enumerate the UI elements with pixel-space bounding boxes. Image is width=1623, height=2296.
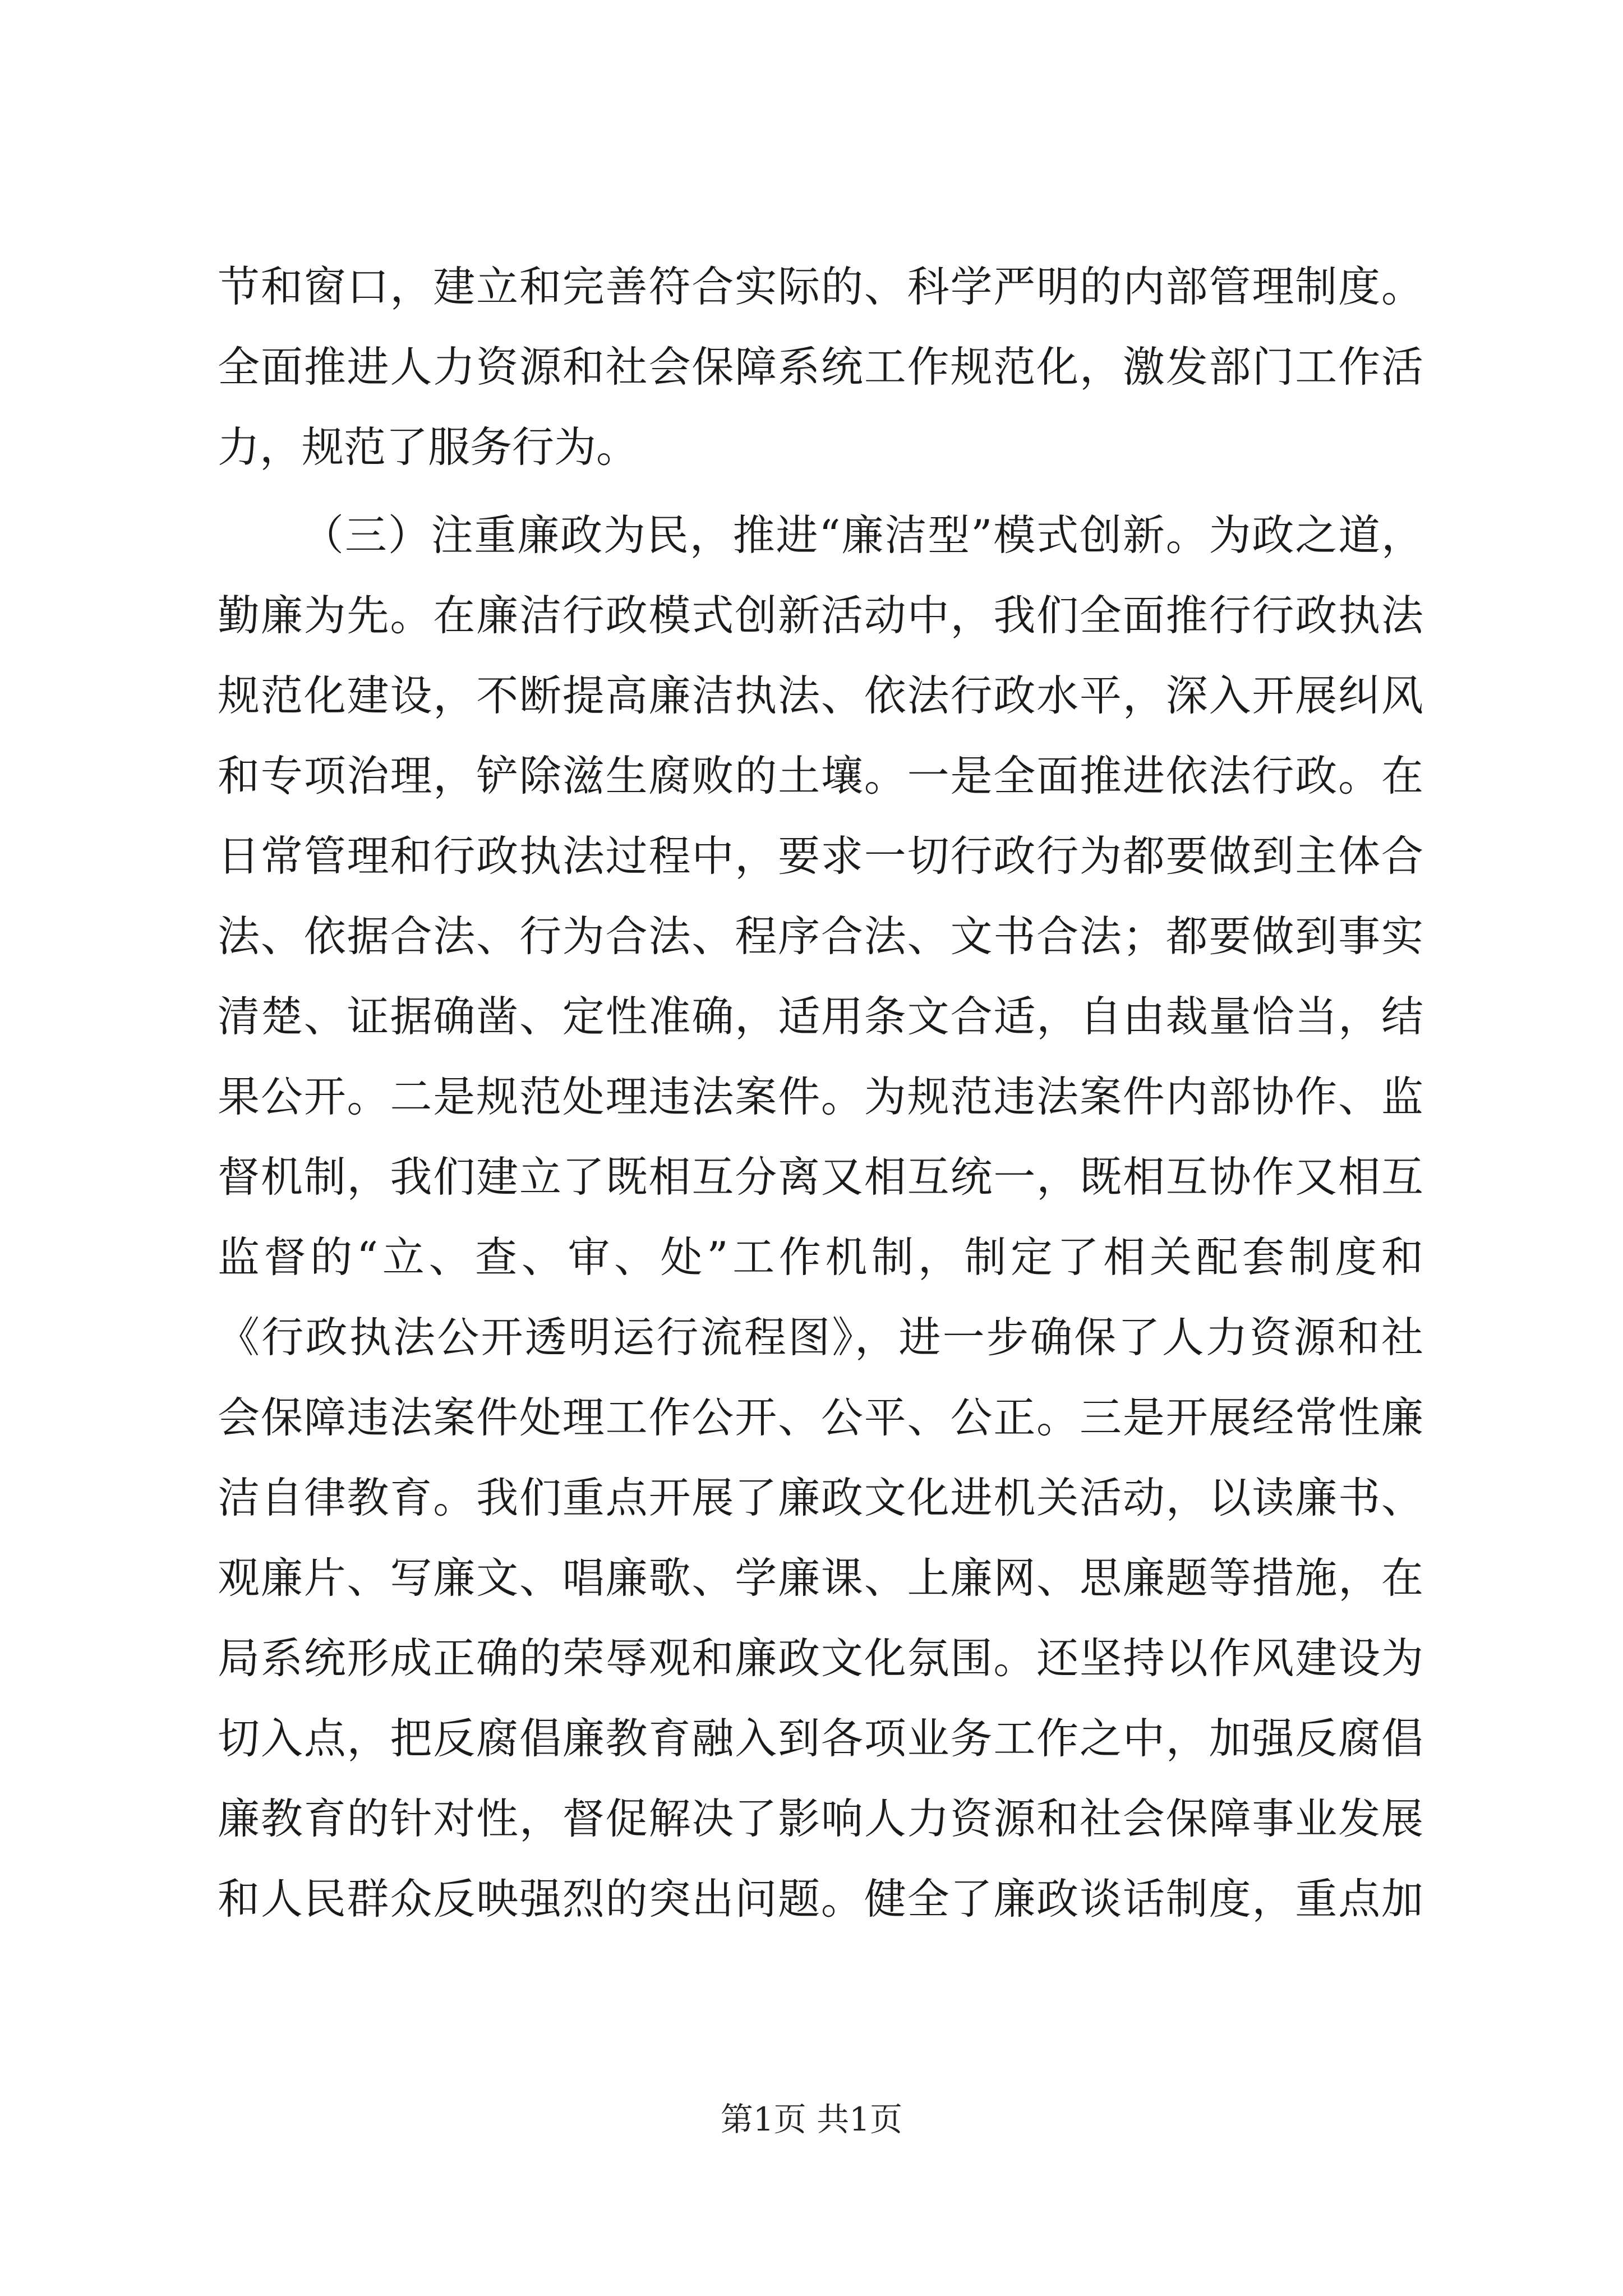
- text-line: 日常管理和行政执法过程中，要求一切行政行为都要做到主体合: [218, 831, 1423, 881]
- page-footer: 第1页 共1页: [720, 2100, 903, 2138]
- text-line: 节和窗口，建立和完善符合实际的、科学严明的内部管理制度。: [218, 262, 1423, 311]
- text-line: 全面推进人力资源和社会保障系统工作规范化，激发部门工作活: [218, 342, 1423, 392]
- text-line: 规范化建设，不断提高廉洁执法、依法行政水平，深入开展纠风: [218, 671, 1423, 720]
- text-line: 观廉片、写廉文、唱廉歌、学廉课、上廉网、思廉题等措施，在: [218, 1553, 1423, 1603]
- text-line: 法、依据合法、行为合法、程序合法、文书合法；都要做到事实: [218, 912, 1423, 961]
- text-line: 清楚、证据确凿、定性准确，适用条文合适，自由裁量恰当，结: [218, 992, 1423, 1041]
- text-line: （三）注重廉政为民，推进“廉洁型”模式创新。为政之道，: [302, 510, 1423, 560]
- text-line: 洁自律教育。我们重点开展了廉政文化进机关活动，以读廉书、: [218, 1473, 1423, 1522]
- text-line: 《行政执法公开透明运行流程图》，进一步确保了人力资源和社: [218, 1313, 1423, 1362]
- text-line: 和人民群众反映强烈的突出问题。健全了廉政谈话制度，重点加: [218, 1874, 1423, 1924]
- text-line: 局系统形成正确的荣辱观和廉政文化氛围。还坚持以作风建设为: [218, 1634, 1423, 1683]
- text-line: 力，规范了服务行为。: [218, 422, 639, 472]
- text-line: 会保障违法案件处理工作公开、公平、公正。三是开展经常性廉: [218, 1393, 1423, 1442]
- document-body: [218, 247, 1423, 1939]
- text-line: 切入点，把反腐倡廉教育融入到各项业务工作之中，加强反腐倡: [218, 1714, 1423, 1763]
- text-line: 监督的“立、查、审、处”工作机制，制定了相关配套制度和: [218, 1232, 1423, 1282]
- text-line: 果公开。二是规范处理违法案件。为规范违法案件内部协作、监: [218, 1072, 1423, 1121]
- text-line: 廉教育的针对性，督促解决了影响人力资源和社会保障事业发展: [218, 1794, 1423, 1843]
- text-line: 督机制，我们建立了既相互分离又相互统一，既相互协作又相互: [218, 1152, 1423, 1202]
- text-line: 勤廉为先。在廉洁行政模式创新活动中，我们全面推行行政执法: [218, 591, 1423, 640]
- text-line: 和专项治理，铲除滋生腐败的土壤。一是全面推进依法行政。在: [218, 751, 1423, 800]
- paragraph-gap: [218, 487, 1423, 495]
